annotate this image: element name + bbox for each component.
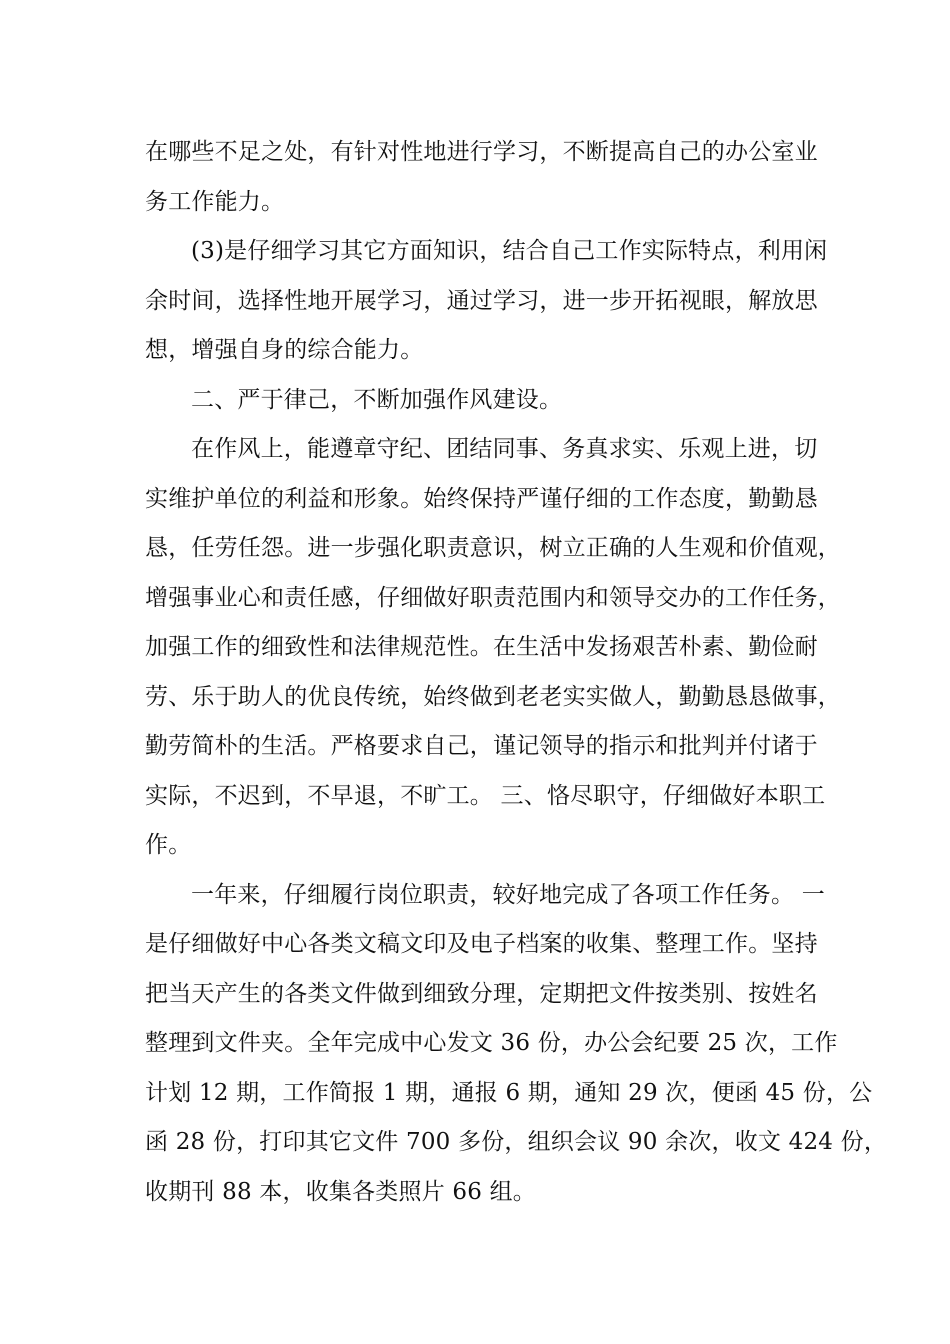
- text-line: 实际，不迟到，不早退，不旷工。 三、恪尽职守，仔细做好本职工: [145, 782, 826, 809]
- text-line: 劳、乐于助人的优良传统，始终做到老老实实做人，勤勤恳恳做事，: [145, 683, 841, 710]
- text-line: 作。: [145, 832, 192, 858]
- text-line: 务工作能力。: [145, 188, 285, 215]
- text-line: 一年来，仔细履行岗位职责，较好地完成了各项工作任务。 一: [191, 881, 825, 908]
- text-line: 实维护单位的利益和形象。始终保持严谨仔细的工作态度，勤勤恳: [145, 485, 818, 512]
- document-page: [145, 128, 888, 1217]
- text-line: 加强工作的细致性和法律规范性。在生活中发扬艰苦朴素、勤俭耐: [145, 634, 818, 660]
- text-line: (3)是仔细学习其它方面知识，结合自己工作实际特点，利用闲: [191, 238, 828, 264]
- paragraph-2: [145, 227, 835, 376]
- text-line: 是仔细做好中心各类文稿文印及电子档案的收集、整理工作。坚持: [145, 931, 818, 957]
- paragraph-1: [145, 128, 835, 227]
- section-heading-2: [145, 376, 835, 426]
- paragraph-4: [145, 871, 888, 1218]
- text-line: 收期刊 88 本，收集各类照片 66 组。: [145, 1178, 536, 1205]
- text-line: 整理到文件夹。全年完成中心发文 36 份，办公会纪要 25 次，工作: [145, 1030, 838, 1056]
- text-line: 计划 12 期，工作简报 1 期，通报 6 期，通知 29 次，便函 45 份，公: [145, 1079, 873, 1106]
- text-line: 勤劳简朴的生活。严格要求自己，谨记领导的指示和批判并付诸于: [145, 733, 818, 759]
- text-line: 把当天产生的各类文件做到细致分理，定期把文件按类别、按姓名: [145, 980, 818, 1007]
- text-line: 二、严于律己，不断加强作风建设。: [191, 386, 563, 413]
- text-line: 在哪些不足之处，有针对性地进行学习，不断提高自己的办公室业: [145, 139, 818, 165]
- text-line: 想，增强自身的综合能力。: [145, 337, 424, 363]
- paragraph-3: [145, 425, 841, 871]
- text-line: 余时间，选择性地开展学习，通过学习，进一步开拓视眼，解放思: [145, 287, 818, 314]
- text-line: 在作风上，能遵章守纪、团结同事、务真求实、乐观上进，切: [191, 436, 818, 462]
- text-line: 恳，任劳任怨。进一步强化职责意识，树立正确的人生观和价值观，: [145, 535, 841, 561]
- text-line: 增强事业心和责任感，仔细做好职责范围内和领导交办的工作任务，: [145, 584, 841, 611]
- text-line: 函 28 份，打印其它文件 700 多份，组织会议 90 余次，收文 424 份，: [145, 1129, 888, 1155]
